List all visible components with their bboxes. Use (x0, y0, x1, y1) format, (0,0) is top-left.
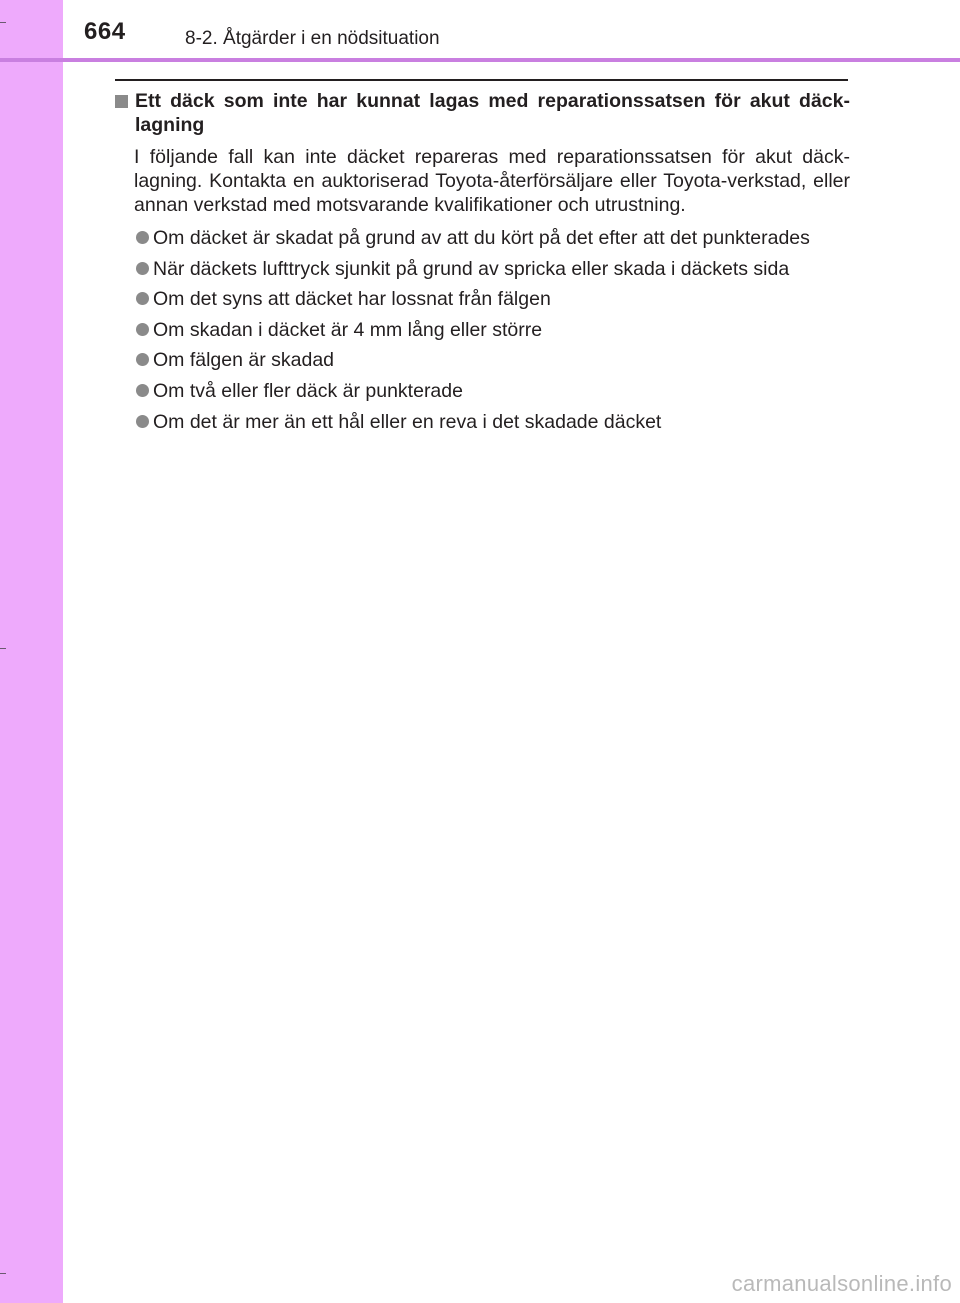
circle-bullet-icon (136, 231, 149, 244)
circle-bullet-icon (136, 292, 149, 305)
list-item-text: Om två eller fler däck är punkterade (153, 379, 463, 402)
list-item-text: Om det syns att däcket har lossnat från fälgen (153, 288, 551, 311)
site-watermark: carmanualsonline.info (731, 1271, 952, 1296)
list-item-text: Om däcket är skadat på grund av att du kört på det efter att det punkterades (153, 227, 810, 249)
crop-mark (0, 1273, 6, 1274)
list-item-text: Om det är mer än ett hål eller en reva i det skadade däcket (153, 410, 662, 433)
list-item (115, 379, 850, 403)
section-divider (115, 79, 848, 81)
header-rule (0, 58, 960, 62)
page-number: 664 (84, 18, 126, 45)
square-bullet-icon (115, 95, 128, 108)
list-item (115, 318, 850, 342)
list-item (115, 226, 850, 250)
subsection-heading (115, 89, 850, 137)
page-content (115, 89, 850, 440)
circle-bullet-icon (136, 323, 149, 336)
list-item (115, 257, 850, 281)
list-item-text: När däckets lufttryck sjunkit på grund av spricka eller skada i däckets sida (153, 257, 790, 280)
list-item-text: Om fälgen är skadad (153, 349, 335, 372)
section-title: 8-2. Åtgärder i en nödsituation (185, 28, 440, 49)
condition-list (115, 226, 850, 434)
list-item (115, 287, 850, 311)
intro-paragraph: I följande fall kan inte däcket repareras med reparationssatsen för akut däck-lagning. Kontakta en auktoriserad Toyota-återförsäljare eller Toyota-verkstad, eller annan verkstad med motsvarande kvalifikationer och utrustning. (134, 146, 850, 216)
circle-bullet-icon (136, 353, 149, 366)
side-tab-strip (0, 0, 63, 1303)
circle-bullet-icon (136, 384, 149, 397)
list-item-text: Om skadan i däcket är 4 mm lång eller större (153, 318, 543, 341)
list-item (115, 410, 850, 434)
crop-mark (0, 22, 6, 23)
subsection-heading-text: Ett däck som inte har kunnat lagas med reparationssatsen för akut däck-lagning (135, 90, 850, 136)
list-item (115, 348, 850, 372)
circle-bullet-icon (136, 415, 149, 428)
circle-bullet-icon (136, 262, 149, 275)
crop-mark (0, 648, 6, 649)
